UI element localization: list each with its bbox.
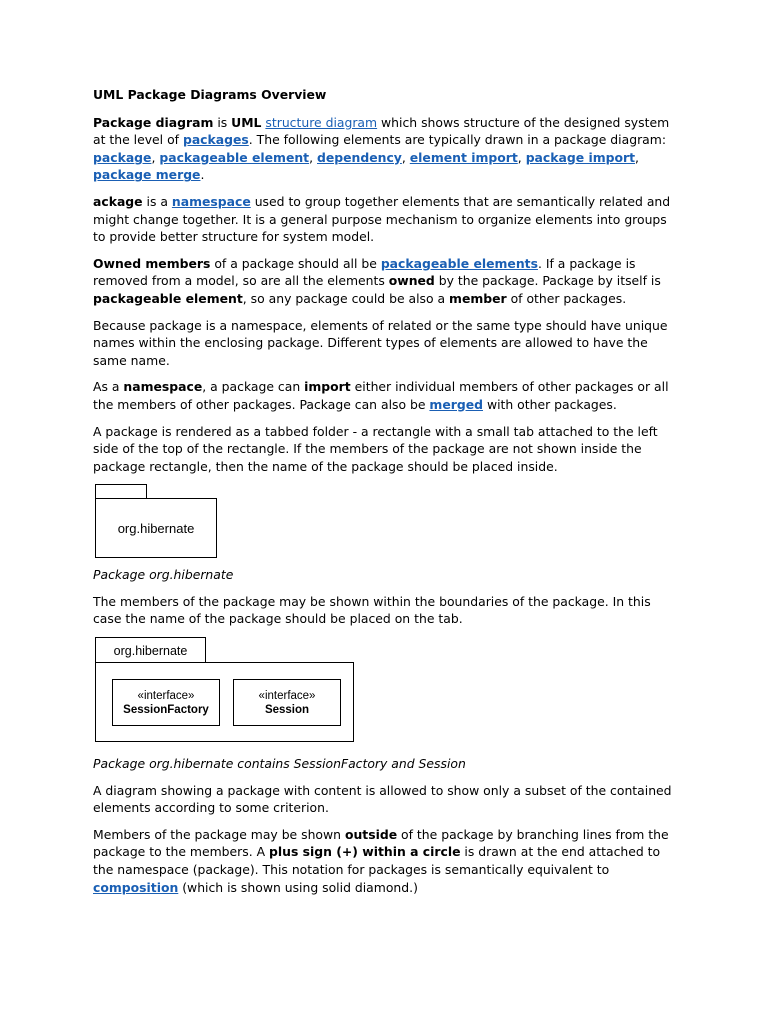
link-packages[interactable]: packages	[182, 132, 249, 148]
text-span: of other packages.	[506, 290, 627, 306]
text-span: .	[200, 167, 205, 183]
link-composition[interactable]: composition	[93, 879, 179, 895]
paragraph-rendering: A package is rendered as a tabbed folder - a rectangle with a small tab attached to the left side of the top of the rectangle. If the members of the package are not shown inside the package rectangle, then the name of the package should be placed inside.	[93, 423, 658, 474]
page-title: UML Package Diagrams Overview	[93, 87, 327, 102]
text-span: which shows structure of the designed system at the level of	[93, 114, 670, 148]
figure-caption-1: Package org.hibernate	[93, 567, 234, 583]
paragraph-package-definition	[93, 193, 678, 246]
package-name: org.hibernate	[113, 643, 188, 658]
text-span: either individual members of other packages or all the members of other packages. Package can also be	[93, 379, 669, 412]
term-owned-members: Owned members	[93, 255, 211, 271]
link-namespace[interactable]: namespace	[171, 193, 251, 209]
link-packageable-elements[interactable]: packageable elements	[380, 255, 538, 271]
text-span: , so any package could be also a	[242, 290, 450, 306]
link-dependency[interactable]: dependency	[317, 149, 402, 165]
paragraph-owned-members	[93, 255, 678, 308]
text-span: is	[213, 114, 232, 130]
term-uml: UML	[231, 114, 262, 130]
link-package[interactable]: package	[93, 149, 152, 165]
text-span: . The following elements are typically drawn in a package diagram:	[248, 132, 666, 148]
text-span: (which is shown using solid diamond.)	[178, 879, 418, 895]
interface-name: SessionFactory	[123, 703, 209, 716]
text-span: of a package should all be	[210, 255, 381, 271]
paragraph-import	[93, 378, 678, 413]
link-structure-diagram[interactable]: structure diagram	[265, 114, 378, 130]
text-span: with other packages.	[483, 396, 617, 412]
term-member: member	[449, 290, 507, 306]
figure-caption-2: Package org.hibernate contains SessionFactory and Session	[93, 756, 466, 772]
package-tab	[95, 484, 147, 499]
text-span: of the package by branching lines from the package to the members. A	[93, 826, 669, 860]
text-span: used to group together elements that are semantically related and might change together. It is a general purpose mechanism to organize elements into groups to provide better structure for system model.	[93, 193, 671, 245]
paragraph-namespace-names: Because package is a namespace, elements of related or the same type should have unique names within the enclosing package. Different types of elements are allowed to have the same name.	[93, 317, 668, 368]
term-plus-sign: plus sign (+) within a circle	[269, 844, 461, 860]
text-span: , a package can	[202, 379, 305, 395]
stereotype-label: «interface»	[137, 689, 195, 702]
paragraph-members-within: The members of the package may be shown within the boundaries of the package. In this case the name of the package should be placed on the tab.	[93, 593, 651, 627]
link-package-merge[interactable]: package merge	[93, 167, 201, 183]
interface-box-session	[233, 679, 341, 726]
paragraph-subset: A diagram showing a package with content is allowed to show only a subset of the contained elements according to some criterion.	[93, 782, 672, 816]
text-span: . If a package is removed from a model, so are all the elements	[93, 255, 636, 289]
text-span: ,	[401, 149, 410, 165]
link-packageable-element[interactable]: packageable element	[159, 149, 310, 165]
paragraph-package-diagram	[93, 114, 678, 184]
text-span: ,	[309, 149, 317, 165]
term-package: ackage	[93, 193, 143, 209]
text-span: ,	[517, 149, 526, 165]
text-span: ,	[635, 149, 639, 165]
document-page	[93, 86, 678, 905]
term-namespace: namespace	[123, 379, 203, 395]
interface-box-sessionfactory	[112, 679, 220, 726]
package-name: org.hibernate	[117, 520, 195, 536]
package-diagram-simple	[95, 484, 225, 560]
text-span: by the package. Package by itself is	[434, 273, 661, 289]
package-body	[95, 662, 354, 742]
text-span: ,	[151, 149, 160, 165]
text-span: Members of the package may be shown	[93, 826, 345, 842]
term-outside: outside	[344, 826, 398, 842]
link-package-import[interactable]: package import	[525, 149, 636, 165]
term-import: import	[304, 379, 351, 395]
text-span: As a	[93, 379, 124, 395]
link-element-import[interactable]: element import	[409, 149, 518, 165]
term-packageable-element: packageable element	[93, 290, 243, 306]
stereotype-label: «interface»	[258, 689, 316, 702]
package-tab	[95, 637, 206, 663]
link-merged[interactable]: merged	[429, 396, 483, 412]
paragraph-outside-members	[93, 826, 678, 896]
interface-name: Session	[264, 703, 310, 716]
package-diagram-with-members	[95, 637, 357, 749]
term-owned: owned	[388, 273, 435, 289]
text-span: is drawn at the end attached to the namespace (package). This notation for packages is semantically equivalent to	[93, 844, 661, 878]
term-package-diagram: Package diagram	[93, 114, 214, 130]
text-span: is a	[142, 193, 172, 209]
package-body	[95, 498, 217, 558]
